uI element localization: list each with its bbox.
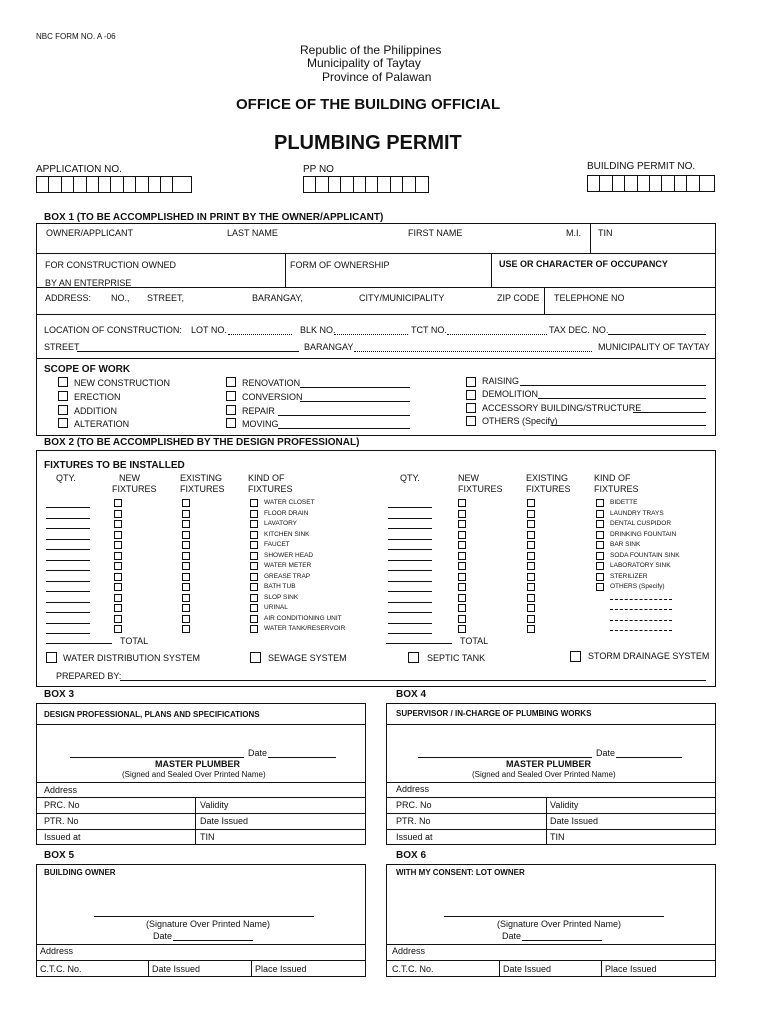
box5-signature-note: (Signature Over Printed Name) <box>146 919 271 929</box>
box3-prc-label: PRC. No <box>44 800 80 810</box>
right-other-field[interactable] <box>610 599 672 600</box>
left-kind-checkbox[interactable] <box>250 510 258 518</box>
left-qty-field[interactable] <box>46 507 90 508</box>
septic-tank-checkbox[interactable] <box>408 652 419 663</box>
building-permit-no-field[interactable] <box>587 175 715 192</box>
box4-title: SUPERVISOR / IN-CHARGE OF PLUMBING WORKS <box>396 709 592 718</box>
box3-address-label: Address <box>44 785 78 795</box>
left-kind-checkbox[interactable] <box>250 520 258 528</box>
box3-label: BOX 3 <box>44 689 75 700</box>
pp-no-field[interactable] <box>303 176 429 193</box>
header-republic: Republic of the Philippines <box>300 43 442 57</box>
right-kind-checkbox[interactable] <box>596 552 604 560</box>
left-fixture-label: BATH TUB <box>264 583 296 590</box>
left-qty-field[interactable] <box>46 612 90 613</box>
left-existing-fixtures-header: FIXTURES <box>180 484 225 494</box>
right-kind-checkbox[interactable] <box>596 573 604 581</box>
box3-validity-label: Validity <box>200 800 229 810</box>
right-new-checkbox[interactable] <box>458 499 466 507</box>
right-kind-checkbox[interactable] <box>596 562 604 570</box>
box4-date-issued-label: Date Issued <box>550 816 599 826</box>
box4-signed-note: (Signed and Sealed Over Printed Name) <box>472 770 616 779</box>
right-existing-checkbox[interactable] <box>527 562 535 570</box>
left-kind-checkbox[interactable] <box>250 604 258 612</box>
scope-renovation-field[interactable] <box>300 387 410 388</box>
sewage-system-label: SEWAGE SYSTEM <box>268 653 347 663</box>
left-fixture-label: WATER TANK/RESERVOIR <box>264 625 346 632</box>
left-new-fixtures-header: FIXTURES <box>112 484 157 494</box>
left-fixture-label: WATER CLOSET <box>264 499 315 506</box>
address-label: ADDRESS: <box>45 293 92 303</box>
left-kind-checkbox[interactable] <box>250 531 258 539</box>
box6-date-label: Date <box>502 931 522 941</box>
scope-erection-label: ERECTION <box>74 392 121 402</box>
right-fixture-label: DENTAL CUSPIDOR <box>610 520 672 527</box>
left-new-checkbox[interactable] <box>114 594 122 602</box>
left-fixture-label: WATER METER <box>264 562 312 569</box>
left-existing-checkbox[interactable] <box>182 615 190 623</box>
box3-tin-label: TIN <box>200 832 215 842</box>
scope-others-checkbox[interactable] <box>466 416 476 426</box>
left-kind-fixtures-header: FIXTURES <box>248 484 293 494</box>
left-total-field[interactable] <box>46 643 112 644</box>
form-number: NBC FORM NO. A -06 <box>36 32 116 41</box>
occupancy-label: USE OR CHARACTER OF OCCUPANCY <box>499 259 668 269</box>
location-label: LOCATION OF CONSTRUCTION: <box>44 325 182 335</box>
sewage-system-checkbox[interactable] <box>250 652 261 663</box>
left-qty-field[interactable] <box>46 549 90 550</box>
scope-renovation-label: RENOVATION <box>242 378 301 388</box>
right-new-checkbox[interactable] <box>458 510 466 518</box>
box5-label: BOX 5 <box>44 850 75 861</box>
right-existing-checkbox[interactable] <box>527 594 535 602</box>
scope-addition-label: ADDITION <box>74 406 118 416</box>
lot-no-field[interactable] <box>228 334 292 335</box>
scope-accessory-label: ACCESSORY BUILDING/STRUCTURE <box>482 403 642 413</box>
right-existing-header: EXISTING <box>526 473 569 483</box>
scope-title: SCOPE OF WORK <box>44 364 131 375</box>
left-qty-field[interactable] <box>46 602 90 603</box>
right-qty-field[interactable] <box>388 560 432 561</box>
box5-address-label: Address <box>40 946 74 956</box>
box3-date-label: Date <box>248 748 268 758</box>
box4-date-field[interactable] <box>616 757 682 758</box>
scope-raising-label: RAISING <box>482 376 520 386</box>
left-kind-checkbox[interactable] <box>250 615 258 623</box>
page-title: PLUMBING PERMIT <box>274 132 462 154</box>
left-kind-checkbox[interactable] <box>250 625 258 633</box>
scope-repair-label: REPAIR <box>242 406 275 416</box>
right-qty-field[interactable] <box>388 528 432 529</box>
left-new-checkbox[interactable] <box>114 499 122 507</box>
telephone-label: TELEPHONE NO <box>554 293 625 303</box>
box4-tin-label: TIN <box>550 832 565 842</box>
scope-others-field[interactable] <box>552 425 706 426</box>
left-new-checkbox[interactable] <box>114 604 122 612</box>
form-of-ownership-label: FORM OF OWNERSHIP <box>290 260 390 270</box>
box6-label: BOX 6 <box>396 850 427 861</box>
address-city-label: CITY/MUNICIPALITY <box>359 293 445 303</box>
box6-date-issued-label: Date Issued <box>503 964 552 974</box>
box3-ptr-label: PTR. No <box>44 816 79 826</box>
street-field[interactable] <box>77 351 299 352</box>
left-qty-header: QTY. <box>56 473 76 483</box>
left-kind-checkbox[interactable] <box>250 562 258 570</box>
right-existing-checkbox[interactable] <box>527 552 535 560</box>
box6-title: WITH MY CONSENT: LOT OWNER <box>396 868 525 877</box>
first-name-label: FIRST NAME <box>408 228 463 238</box>
prepared-by-field[interactable] <box>120 680 706 681</box>
box6-date-field[interactable] <box>522 940 602 941</box>
box5-date-issued-label: Date Issued <box>152 964 201 974</box>
street-label: STREET <box>44 342 80 352</box>
left-fixture-label: SLOP SINK <box>264 593 299 601</box>
right-fixture-label: OTHERS (Specify) <box>610 583 665 590</box>
storm-drainage-checkbox[interactable] <box>570 651 581 662</box>
right-total-label: TOTAL <box>460 636 489 646</box>
box5-date-field[interactable] <box>173 940 253 941</box>
right-other-field[interactable] <box>610 620 672 621</box>
box4-validity-label: Validity <box>550 800 579 810</box>
right-fixture-label: DRINKING FOUNTAIN <box>610 530 677 538</box>
left-new-checkbox[interactable] <box>114 562 122 570</box>
lot-no-label: LOT NO. <box>191 325 227 335</box>
left-kind-checkbox[interactable] <box>250 594 258 602</box>
right-new-checkbox[interactable] <box>458 573 466 581</box>
construction-owned-label: FOR CONSTRUCTION OWNED <box>45 260 176 270</box>
box1-title: BOX 1 (TO BE ACCOMPLISHED IN PRINT BY THE OWNER/APPLICANT) <box>44 212 384 223</box>
right-existing-checkbox[interactable] <box>527 541 535 549</box>
left-existing-checkbox[interactable] <box>182 520 190 528</box>
left-fixture-label: GREASE TRAP <box>264 572 311 580</box>
scope-raising-checkbox[interactable] <box>466 377 476 387</box>
right-existing-checkbox[interactable] <box>527 573 535 581</box>
right-qty-field[interactable] <box>388 623 432 624</box>
right-fixture-label: STERILIZER <box>610 572 648 580</box>
right-new-header: NEW <box>458 473 479 483</box>
scope-new-construction-checkbox[interactable] <box>58 377 68 387</box>
left-new-header: NEW <box>119 473 140 483</box>
right-kind-header: KIND OF <box>594 473 631 483</box>
box4-label: BOX 4 <box>396 689 427 700</box>
scope-repair-checkbox[interactable] <box>226 405 236 415</box>
box3-date-field[interactable] <box>268 757 336 758</box>
left-existing-checkbox[interactable] <box>182 573 190 581</box>
box5-place-issued-label: Place Issued <box>255 964 307 974</box>
scope-alteration-checkbox[interactable] <box>58 418 68 428</box>
box4-role: MASTER PLUMBER <box>506 759 591 769</box>
box6-ctc-label: C.T.C. No. <box>392 964 434 974</box>
box3-date-issued-label: Date Issued <box>200 816 249 826</box>
right-new-checkbox[interactable] <box>458 583 466 591</box>
box4-ptr-label: PTR. No <box>396 816 431 826</box>
last-name-label: LAST NAME <box>227 228 278 238</box>
left-existing-checkbox[interactable] <box>182 552 190 560</box>
right-total-field[interactable] <box>386 643 452 644</box>
right-existing-fixtures-header: FIXTURES <box>526 484 571 494</box>
blk-no-label: BLK NO. <box>300 325 336 335</box>
left-qty-field[interactable] <box>46 518 90 519</box>
right-existing-checkbox[interactable] <box>527 615 535 623</box>
box5-ctc-label: C.T.C. No. <box>40 964 82 974</box>
right-kind-checkbox[interactable] <box>596 499 604 507</box>
right-existing-checkbox[interactable] <box>527 625 535 633</box>
right-kind-checkbox[interactable] <box>596 520 604 528</box>
left-kind-checkbox[interactable] <box>250 552 258 560</box>
zip-code-label: ZIP CODE <box>497 293 540 303</box>
left-new-checkbox[interactable] <box>114 510 122 518</box>
right-new-checkbox[interactable] <box>458 541 466 549</box>
right-kind-checkbox[interactable] <box>596 583 604 591</box>
left-existing-checkbox[interactable] <box>182 562 190 570</box>
left-qty-field[interactable] <box>46 570 90 571</box>
barangay-field[interactable] <box>354 351 592 352</box>
scope-conversion-label: CONVERSION <box>242 392 303 402</box>
left-total-label: TOTAL <box>120 636 149 646</box>
right-qty-field[interactable] <box>388 581 432 582</box>
right-existing-checkbox[interactable] <box>527 531 535 539</box>
left-existing-checkbox[interactable] <box>182 594 190 602</box>
barangay-label: BARANGAY <box>304 342 354 352</box>
left-qty-field[interactable] <box>46 528 90 529</box>
left-new-checkbox[interactable] <box>114 583 122 591</box>
tct-no-field[interactable] <box>447 334 547 335</box>
tct-no-label: TCT NO. <box>411 325 447 335</box>
box4-issued-at-label: Issued at <box>396 832 433 842</box>
box2-title: BOX 2 (TO BE ACCOMPLISHED BY THE DESIGN PROFESSIONAL) <box>44 437 360 448</box>
box3-role: MASTER PLUMBER <box>155 759 240 769</box>
tax-dec-no-field[interactable] <box>608 334 706 335</box>
right-kind-checkbox[interactable] <box>596 541 604 549</box>
box6-place-issued-label: Place Issued <box>605 964 657 974</box>
prepared-by-label: PREPARED BY: <box>56 671 122 681</box>
tin-label: TIN <box>598 228 613 238</box>
municipality-label: MUNICIPALITY OF TAYTAY <box>598 342 710 352</box>
right-other-field[interactable] <box>610 630 672 631</box>
left-kind-checkbox[interactable] <box>250 573 258 581</box>
right-new-fixtures-header: FIXTURES <box>458 484 503 494</box>
scope-demolition-checkbox[interactable] <box>466 390 476 400</box>
right-qty-field[interactable] <box>388 518 432 519</box>
address-street-label: STREET, <box>147 293 185 303</box>
scope-raising-field[interactable] <box>520 385 706 386</box>
address-no-label: NO., <box>111 293 130 303</box>
right-new-checkbox[interactable] <box>458 615 466 623</box>
right-kind-checkbox[interactable] <box>596 510 604 518</box>
scope-accessory-field[interactable] <box>633 412 706 413</box>
water-distribution-checkbox[interactable] <box>46 652 57 663</box>
right-new-checkbox[interactable] <box>458 625 466 633</box>
left-existing-checkbox[interactable] <box>182 531 190 539</box>
tax-dec-no-label: TAX DEC. NO. <box>549 325 609 335</box>
left-new-checkbox[interactable] <box>114 531 122 539</box>
right-qty-field[interactable] <box>388 633 432 634</box>
scope-erection-checkbox[interactable] <box>58 391 68 401</box>
box5-signature-field[interactable] <box>94 916 314 917</box>
right-existing-checkbox[interactable] <box>527 604 535 612</box>
box3-signed-note: (Signed and Sealed Over Printed Name) <box>122 770 266 779</box>
right-existing-checkbox[interactable] <box>527 499 535 507</box>
left-qty-field[interactable] <box>46 591 90 592</box>
left-fixture-label: AIR CONDITIONING UNIT <box>264 614 342 622</box>
right-qty-header: QTY. <box>400 473 420 483</box>
left-qty-field[interactable] <box>46 581 90 582</box>
left-fixture-label: SHOWER HEAD <box>264 551 314 559</box>
pp-no-label: PP NO <box>303 164 334 175</box>
left-qty-field[interactable] <box>46 560 90 561</box>
building-permit-no-label: BUILDING PERMIT NO. <box>587 161 696 172</box>
box6-address-label: Address <box>392 946 426 956</box>
right-fixture-label: BIDETTE <box>610 499 638 506</box>
box6-signature-field[interactable] <box>444 916 664 917</box>
owner-applicant-label: OWNER/APPLICANT <box>46 228 134 238</box>
scope-moving-checkbox[interactable] <box>226 418 236 428</box>
address-barangay-label: BARANGAY, <box>252 293 303 303</box>
scope-moving-field[interactable] <box>278 428 410 429</box>
scope-repair-field[interactable] <box>278 415 410 416</box>
left-kind-checkbox[interactable] <box>250 499 258 507</box>
right-existing-checkbox[interactable] <box>527 510 535 518</box>
box5-date-label: Date <box>153 931 173 941</box>
box4-date-label: Date <box>596 748 616 758</box>
blk-no-field[interactable] <box>334 334 408 335</box>
scope-alteration-label: ALTERATION <box>74 419 130 429</box>
left-kind-checkbox[interactable] <box>250 541 258 549</box>
left-existing-checkbox[interactable] <box>182 583 190 591</box>
right-fixture-label: LABORATORY SINK <box>610 562 671 569</box>
right-other-field[interactable] <box>610 609 672 610</box>
left-existing-header: EXISTING <box>180 473 223 483</box>
left-fixture-label: FLOOR DRAIN <box>264 509 309 517</box>
fixtures-title: FIXTURES TO BE INSTALLED <box>44 460 185 471</box>
left-existing-checkbox[interactable] <box>182 625 190 633</box>
box4-address-label: Address <box>396 784 430 794</box>
left-fixture-label: KITCHEN SINK <box>264 530 310 538</box>
header-municipality: Municipality of Taytay <box>307 56 421 70</box>
left-existing-checkbox[interactable] <box>182 510 190 518</box>
right-kind-checkbox[interactable] <box>596 531 604 539</box>
left-new-checkbox[interactable] <box>114 520 122 528</box>
left-new-checkbox[interactable] <box>114 573 122 581</box>
right-existing-checkbox[interactable] <box>527 583 535 591</box>
scope-others-label: OTHERS (Specify) <box>482 416 558 426</box>
scope-moving-label: MOVING <box>242 419 279 429</box>
application-no-field[interactable] <box>36 176 192 193</box>
right-qty-field[interactable] <box>388 570 432 571</box>
box3-issued-at-label: Issued at <box>44 832 81 842</box>
right-qty-field[interactable] <box>388 612 432 613</box>
office-title: OFFICE OF THE BUILDING OFFICIAL <box>236 96 501 113</box>
right-new-checkbox[interactable] <box>458 531 466 539</box>
scope-conversion-checkbox[interactable] <box>226 391 236 401</box>
scope-demolition-field[interactable] <box>538 398 706 399</box>
right-fixture-label: SODA FOUNTAIN SINK <box>610 551 680 559</box>
right-fixture-label: LAUNDRY TRAYS <box>610 509 664 517</box>
storm-drainage-label: STORM DRAINAGE SYSTEM <box>588 651 710 661</box>
right-new-checkbox[interactable] <box>458 562 466 570</box>
box5-title: BUILDING OWNER <box>44 868 116 877</box>
right-qty-field[interactable] <box>388 539 432 540</box>
box6-signature-note: (Signature Over Printed Name) <box>497 919 622 929</box>
water-distribution-label: WATER DISTRIBUTION SYSTEM <box>63 653 201 663</box>
right-qty-field[interactable] <box>388 507 432 508</box>
left-qty-field[interactable] <box>46 539 90 540</box>
scope-conversion-field[interactable] <box>300 401 410 402</box>
box3-signature-field[interactable] <box>70 757 244 758</box>
right-qty-field[interactable] <box>388 591 432 592</box>
enterprise-label: BY AN ENTERPRISE <box>45 278 132 288</box>
left-existing-checkbox[interactable] <box>182 499 190 507</box>
scope-renovation-checkbox[interactable] <box>226 377 236 387</box>
left-fixture-label: FAUCET <box>264 541 290 548</box>
box4-prc-label: PRC. No <box>396 800 432 810</box>
right-new-checkbox[interactable] <box>458 520 466 528</box>
right-new-checkbox[interactable] <box>458 552 466 560</box>
mi-label: M.I. <box>566 228 581 238</box>
scope-addition-checkbox[interactable] <box>58 405 68 415</box>
scope-new-construction-label: NEW CONSTRUCTION <box>74 378 170 388</box>
right-kind-fixtures-header: FIXTURES <box>594 484 639 494</box>
left-kind-checkbox[interactable] <box>250 583 258 591</box>
header-province: Province of Palawan <box>322 70 432 84</box>
left-fixture-label: LAVATORY <box>264 520 297 527</box>
application-no-label: APPLICATION NO. <box>36 164 122 175</box>
box3-title: DESIGN PROFESSIONAL, PLANS AND SPECIFICATIONS <box>44 710 260 719</box>
left-existing-checkbox[interactable] <box>182 604 190 612</box>
left-new-checkbox[interactable] <box>114 552 122 560</box>
left-qty-field[interactable] <box>46 623 90 624</box>
septic-tank-label: SEPTIC TANK <box>427 653 486 663</box>
scope-demolition-label: DEMOLITION <box>482 389 539 399</box>
left-new-checkbox[interactable] <box>114 541 122 549</box>
right-new-checkbox[interactable] <box>458 594 466 602</box>
box4-signature-field[interactable] <box>418 757 592 758</box>
scope-accessory-checkbox[interactable] <box>466 403 476 413</box>
right-new-checkbox[interactable] <box>458 604 466 612</box>
right-qty-field[interactable] <box>388 602 432 603</box>
right-existing-checkbox[interactable] <box>527 520 535 528</box>
left-existing-checkbox[interactable] <box>182 541 190 549</box>
right-qty-field[interactable] <box>388 549 432 550</box>
left-fixture-label: URINAL <box>264 604 288 611</box>
left-new-checkbox[interactable] <box>114 615 122 623</box>
left-qty-field[interactable] <box>46 633 90 634</box>
left-kind-header: KIND OF <box>248 473 285 483</box>
right-fixture-label: BAR SINK <box>610 541 641 548</box>
left-new-checkbox[interactable] <box>114 625 122 633</box>
